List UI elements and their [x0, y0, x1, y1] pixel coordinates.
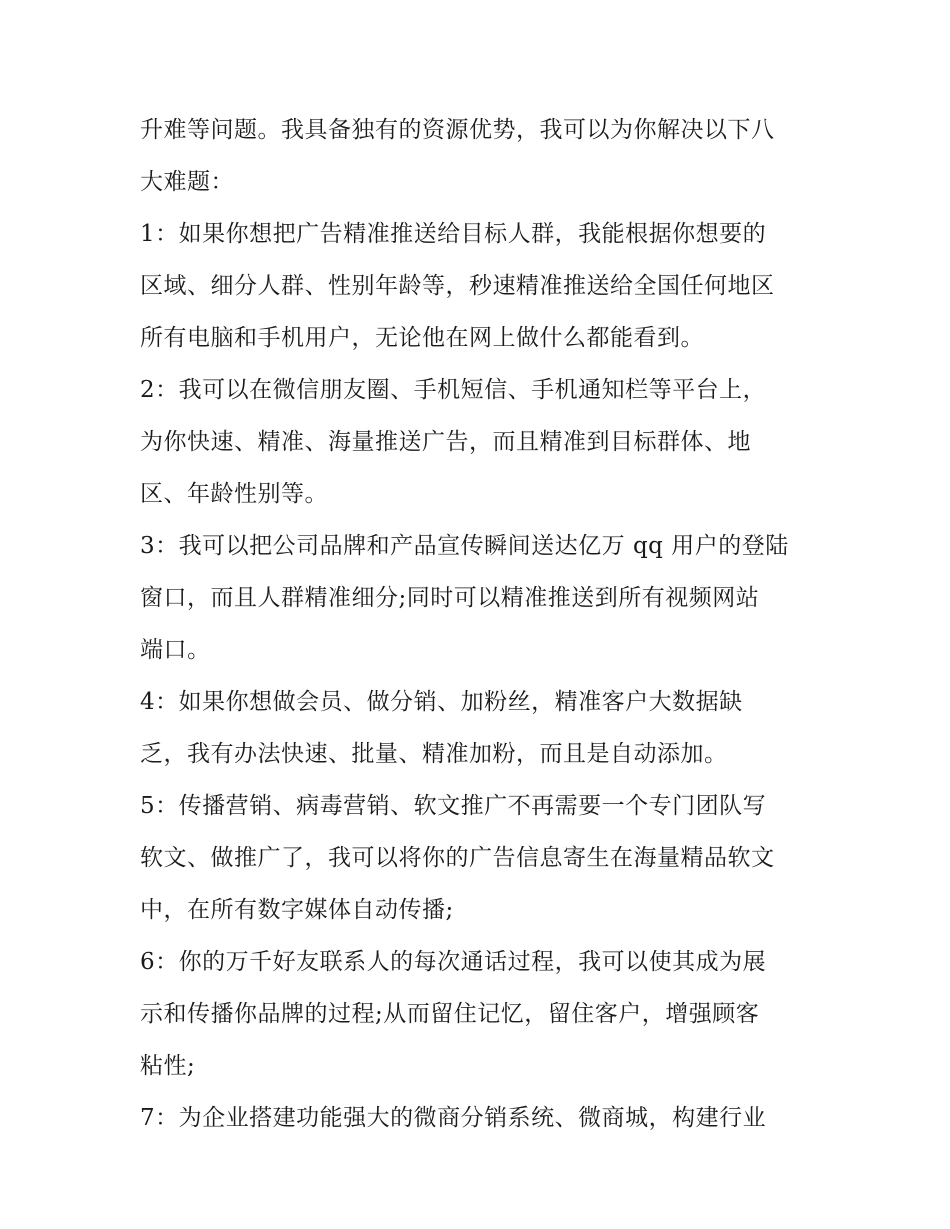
text-line: 2：我可以在微信朋友圈、手机短信、手机通知栏等平台上，	[140, 377, 767, 403]
text-line: 区、年龄性别等。	[140, 481, 328, 507]
text-line: 升难等问题。我具备独有的资源优势，我可以为你解决以下八	[140, 117, 775, 143]
text-line: 中，在所有数字媒体自动传播;	[140, 897, 454, 923]
text-line: 软文、做推广了，我可以将你的广告信息寄生在海量精品软文	[140, 845, 775, 871]
text-line: 6：你的万千好友联系人的每次通话过程，我可以使其成为展	[140, 949, 767, 975]
text-line: 1：如果你想把广告精准推送给目标人群，我能根据你想要的	[140, 221, 767, 247]
body-text	[140, 104, 820, 1144]
text-line: 端口。	[140, 637, 211, 663]
text-line: 区域、细分人群、性别年龄等，秒速精准推送给全国任何地区	[140, 273, 775, 299]
text-line: 大难题：	[140, 169, 234, 195]
text-line: 为你快速、精准、海量推送广告，而且精准到目标群体、地	[140, 429, 751, 455]
text-line: 示和传播你品牌的过程;从而留住记忆，留住客户，增强顾客	[140, 1001, 760, 1027]
text-line: 7：为企业搭建功能强大的微商分销系统、微商城，构建行业	[140, 1105, 767, 1131]
text-line: 4：如果你想做会员、做分销、加粉丝，精准客户大数据缺	[140, 689, 743, 715]
text-line: 3：我可以把公司品牌和产品宣传瞬间送达亿万 qq 用户的登陆	[140, 533, 789, 559]
text-line: 乏，我有办法快速、批量、精准加粉，而且是自动添加。	[140, 741, 728, 767]
text-line: 5：传播营销、病毒营销、软文推广不再需要一个专门团队写	[140, 793, 767, 819]
text-line: 所有电脑和手机用户，无论他在网上做什么都能看到。	[140, 325, 704, 351]
text-line: 粘性;	[140, 1053, 196, 1079]
text-line: 窗口，而且人群精准细分;同时可以精准推送到所有视频网站	[140, 585, 760, 611]
